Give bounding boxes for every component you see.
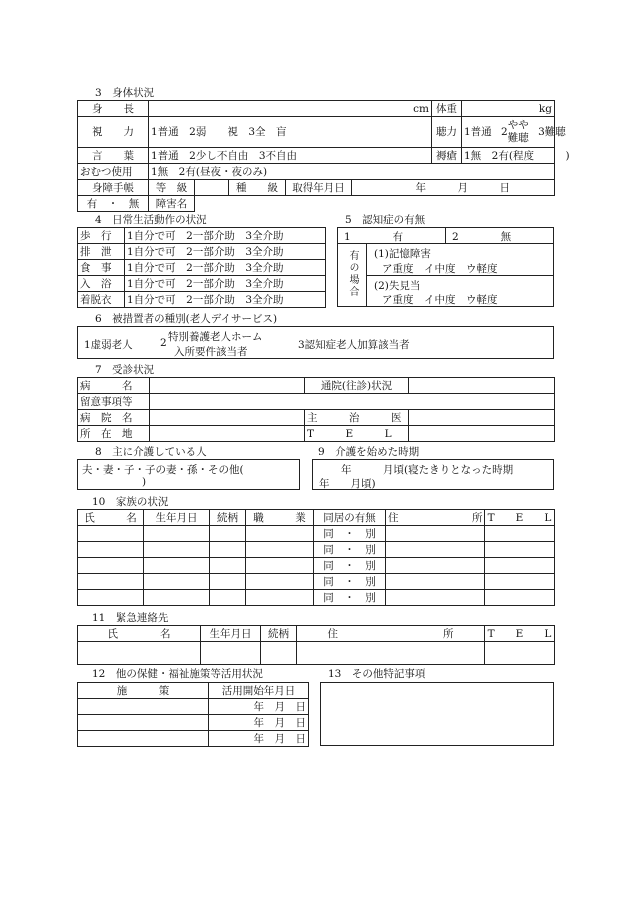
family-name-cell[interactable] bbox=[78, 574, 144, 590]
family-tel-cell[interactable] bbox=[485, 526, 555, 542]
family-name-cell[interactable] bbox=[78, 526, 144, 542]
vision-label: 視 力 bbox=[78, 117, 149, 148]
table-row bbox=[78, 699, 309, 715]
caregiver-options[interactable]: 夫・妻・子・子の妻・孫・その他( bbox=[82, 464, 244, 476]
acquired-label: 取得年月日 bbox=[286, 180, 352, 196]
family-col-name: 氏 名 bbox=[78, 510, 144, 526]
family-cohabit-cell[interactable]: 同 ・ 別 bbox=[314, 542, 386, 558]
speech-label: 言 葉 bbox=[78, 148, 149, 164]
family-cohabit-cell[interactable]: 同 ・ 別 bbox=[314, 558, 386, 574]
weight-unit: kg bbox=[538, 102, 552, 115]
section-7-heading: 7 受診状況 bbox=[95, 364, 155, 376]
disability-name-field[interactable] bbox=[195, 196, 555, 212]
section-12-heading: 12 他の保健・福祉施策等活用状況 bbox=[92, 668, 263, 680]
presence-label[interactable]: 有 ・ 無 bbox=[78, 196, 149, 212]
family-address-cell[interactable] bbox=[386, 558, 485, 574]
hearing-options[interactable] bbox=[462, 117, 566, 148]
acquired-date[interactable]: 年 月 日 bbox=[352, 180, 555, 196]
hearing-opt1: 1普通 bbox=[464, 126, 492, 138]
family-tel-cell[interactable] bbox=[485, 590, 555, 606]
grade-label: 等 級 bbox=[149, 180, 195, 196]
emergency-table bbox=[77, 625, 555, 665]
adl-label: 入 浴 bbox=[78, 276, 125, 292]
bedsore-options[interactable]: 1無 2有(程度 ) bbox=[462, 148, 555, 164]
emergency-address-cell[interactable] bbox=[297, 642, 485, 665]
other-notes-box[interactable] bbox=[320, 682, 554, 746]
memory-levels[interactable]: ア重度 イ中度 ウ軽度 bbox=[382, 263, 498, 275]
family-birth-cell[interactable] bbox=[144, 558, 210, 574]
family-relation-cell[interactable] bbox=[210, 542, 246, 558]
notes-field[interactable] bbox=[150, 394, 555, 410]
family-job-cell[interactable] bbox=[246, 526, 314, 542]
adl-row bbox=[78, 244, 326, 260]
adl-label: 歩 行 bbox=[78, 228, 125, 244]
vision-options[interactable]: 1普通 2弱 視 3全 盲 bbox=[149, 117, 432, 148]
hospital-label: 病 院 名 bbox=[78, 410, 150, 426]
diaper-label: おむつ使用 bbox=[78, 164, 149, 180]
diaper-options[interactable]: 1無 2有(昼夜・夜のみ) bbox=[149, 164, 555, 180]
family-name-cell[interactable] bbox=[78, 558, 144, 574]
placement-opt2-num[interactable]: 2 bbox=[160, 337, 167, 349]
doctor-label: 主 治 医 bbox=[305, 410, 409, 426]
adl-label: 排 泄 bbox=[78, 244, 125, 260]
physical-status-table bbox=[77, 100, 570, 180]
weight-label: 体重 bbox=[432, 101, 462, 117]
height-field[interactable] bbox=[149, 101, 432, 117]
services-date-cell[interactable]: 年 月 日 bbox=[209, 699, 309, 715]
family-job-cell[interactable] bbox=[246, 542, 314, 558]
family-col-birth: 生年月日 bbox=[144, 510, 210, 526]
adl-row bbox=[78, 276, 326, 292]
disability-name-label: 障害名 bbox=[149, 196, 195, 212]
address-label: 所 在 地 bbox=[78, 426, 150, 442]
disease-label: 病 名 bbox=[78, 378, 150, 394]
placement-opt2-b[interactable]: 入所要件該当者 bbox=[174, 346, 248, 358]
adl-options[interactable]: 1自分で可 2一部介助 3全介助 bbox=[125, 292, 326, 308]
hospital-field[interactable] bbox=[150, 410, 305, 426]
family-relation-cell[interactable] bbox=[210, 558, 246, 574]
family-job-cell[interactable] bbox=[246, 558, 314, 574]
family-tel-cell[interactable] bbox=[485, 574, 555, 590]
services-col-measure: 施 策 bbox=[78, 683, 209, 699]
family-cohabit-cell[interactable]: 同 ・ 別 bbox=[314, 590, 386, 606]
table-row bbox=[78, 558, 555, 574]
disease-field[interactable] bbox=[150, 378, 305, 394]
services-header-row bbox=[78, 683, 309, 699]
dementia-opt-no[interactable]: 2 無 bbox=[452, 231, 512, 243]
emergency-name-cell[interactable] bbox=[78, 642, 201, 665]
hearing-opt2-b: 難聴 bbox=[507, 132, 529, 144]
family-tel-cell[interactable] bbox=[485, 542, 555, 558]
bedsore-label: 褥瘡 bbox=[432, 148, 462, 164]
services-date-cell[interactable]: 年 月 日 bbox=[209, 715, 309, 731]
section-3-heading: 3 身体状況 bbox=[95, 87, 155, 99]
notes-label: 留意事項等 bbox=[78, 394, 150, 410]
emergency-birth-cell[interactable] bbox=[201, 642, 261, 665]
dementia-case-label: 有の場合 bbox=[347, 250, 358, 298]
family-col-cohabit: 同居の有無 bbox=[314, 510, 386, 526]
adl-row bbox=[78, 292, 326, 308]
family-col-job: 職 業 bbox=[246, 510, 314, 526]
family-birth-cell[interactable] bbox=[144, 574, 210, 590]
table-row bbox=[78, 574, 555, 590]
memory-label: (1)記憶障害 bbox=[374, 248, 431, 260]
adl-options[interactable]: 1自分で可 2一部介助 3全介助 bbox=[125, 244, 326, 260]
disorient-levels[interactable]: ア重度 イ中度 ウ軽度 bbox=[382, 294, 498, 306]
tel-label: T E L bbox=[305, 426, 409, 442]
emergency-col-birth: 生年月日 bbox=[201, 626, 261, 642]
family-address-cell[interactable] bbox=[386, 574, 485, 590]
family-cohabit-cell[interactable]: 同 ・ 別 bbox=[314, 526, 386, 542]
family-name-cell[interactable] bbox=[78, 590, 144, 606]
visit-field[interactable] bbox=[409, 378, 555, 394]
services-measure-cell[interactable] bbox=[78, 731, 209, 747]
adl-row bbox=[78, 228, 326, 244]
disorient-label: (2)失見当 bbox=[374, 280, 421, 292]
weight-field[interactable] bbox=[462, 101, 555, 117]
care-start-line1[interactable]: 年 月頃(寝たきりとなった時期 bbox=[341, 464, 514, 476]
services-col-start: 活用開始年月日 bbox=[209, 683, 309, 699]
height-unit: cm bbox=[413, 102, 429, 115]
dementia-opt-yes[interactable]: 1 有 bbox=[344, 231, 404, 243]
family-name-cell[interactable] bbox=[78, 542, 144, 558]
family-address-cell[interactable] bbox=[386, 590, 485, 606]
table-row bbox=[78, 731, 309, 747]
table-row bbox=[78, 642, 555, 665]
section-9-heading: 9 介護を始めた時期 bbox=[318, 446, 420, 458]
dementia-presence-row bbox=[338, 228, 553, 244]
emergency-col-address: 住 所 bbox=[297, 626, 485, 642]
family-col-address: 住 所 bbox=[386, 510, 485, 526]
family-col-relation: 続柄 bbox=[210, 510, 246, 526]
adl-options[interactable]: 1自分で可 2一部介助 3全介助 bbox=[125, 276, 326, 292]
section-8-heading: 8 主に介護している人 bbox=[95, 446, 207, 458]
section-5-heading: 5 認知症の有無 bbox=[345, 214, 426, 226]
caregiver-close: ) bbox=[142, 476, 147, 488]
services-measure-cell[interactable] bbox=[78, 715, 209, 731]
adl-table bbox=[77, 227, 326, 308]
height-label: 身 長 bbox=[78, 101, 149, 117]
services-date-cell[interactable]: 年 月 日 bbox=[209, 731, 309, 747]
care-start-box bbox=[312, 459, 554, 490]
family-job-cell[interactable] bbox=[246, 590, 314, 606]
family-address-cell[interactable] bbox=[386, 526, 485, 542]
doctor-field[interactable] bbox=[409, 410, 555, 426]
adl-options[interactable]: 1自分で可 2一部介助 3全介助 bbox=[125, 260, 326, 276]
section-10-heading: 10 家族の状況 bbox=[92, 496, 169, 508]
hearing-opt2-text bbox=[508, 119, 529, 145]
hearing-label: 聴力 bbox=[432, 117, 462, 148]
emergency-relation-cell[interactable] bbox=[261, 642, 297, 665]
address-field[interactable] bbox=[150, 426, 305, 442]
care-start-line2[interactable]: 年 月頃) bbox=[319, 478, 376, 490]
family-job-cell[interactable] bbox=[246, 574, 314, 590]
family-tel-cell[interactable] bbox=[485, 558, 555, 574]
family-col-tel: T E L bbox=[485, 510, 555, 526]
handbook-label: 身障手帳 bbox=[78, 180, 149, 196]
family-header-row bbox=[78, 510, 555, 526]
family-birth-cell[interactable] bbox=[144, 542, 210, 558]
visit-label: 通院(往診)状況 bbox=[305, 378, 409, 394]
tel-field[interactable] bbox=[409, 426, 555, 442]
speech-options[interactable]: 1普通 2少し不自由 3不自由 bbox=[149, 148, 432, 164]
hearing-opt3: 3難聴 bbox=[538, 126, 566, 138]
emergency-tel-cell[interactable] bbox=[485, 642, 555, 665]
table-row bbox=[78, 542, 555, 558]
emergency-header-row bbox=[78, 626, 555, 642]
placement-opt2-a[interactable]: 特別養護老人ホーム bbox=[168, 331, 263, 343]
hearing-opt2 bbox=[501, 125, 508, 139]
section-6-heading: 6 被措置者の種別(老人デイサービス) bbox=[95, 313, 278, 325]
placement-opt3[interactable]: 3認知症老人加算該当者 bbox=[298, 339, 410, 351]
placement-type-box bbox=[77, 326, 554, 359]
family-birth-cell[interactable] bbox=[144, 526, 210, 542]
table-row bbox=[78, 715, 309, 731]
disability-table bbox=[77, 179, 555, 212]
services-table bbox=[77, 682, 309, 747]
family-address-cell[interactable] bbox=[386, 542, 485, 558]
adl-label: 食 事 bbox=[78, 260, 125, 276]
services-measure-cell[interactable] bbox=[78, 699, 209, 715]
hearing-opt2-num: 2 bbox=[501, 126, 508, 138]
adl-row bbox=[78, 260, 326, 276]
type-label: 種 級 bbox=[229, 180, 286, 196]
dementia-box bbox=[337, 227, 554, 307]
family-relation-cell[interactable] bbox=[210, 590, 246, 606]
section-4-heading: 4 日常生活動作の状況 bbox=[95, 214, 207, 226]
section-13-heading: 13 その他特記事項 bbox=[328, 668, 426, 680]
dementia-divider bbox=[445, 228, 446, 243]
medical-table bbox=[77, 377, 555, 442]
table-row bbox=[78, 590, 555, 606]
family-relation-cell[interactable] bbox=[210, 574, 246, 590]
family-table bbox=[77, 509, 555, 606]
section-11-heading: 11 緊急連絡先 bbox=[92, 612, 169, 624]
adl-label: 着脱衣 bbox=[78, 292, 125, 308]
family-relation-cell[interactable] bbox=[210, 526, 246, 542]
placement-opt1[interactable]: 1虚弱老人 bbox=[84, 339, 133, 351]
adl-options[interactable]: 1自分で可 2一部介助 3全介助 bbox=[125, 228, 326, 244]
family-birth-cell[interactable] bbox=[144, 590, 210, 606]
family-cohabit-cell[interactable]: 同 ・ 別 bbox=[314, 574, 386, 590]
grade-field[interactable] bbox=[195, 180, 229, 196]
emergency-col-name: 氏 名 bbox=[78, 626, 201, 642]
caregiver-box bbox=[77, 459, 300, 490]
dementia-hline bbox=[367, 275, 553, 276]
emergency-col-tel: T E L bbox=[485, 626, 555, 642]
table-row bbox=[78, 526, 555, 542]
hearing-opt2-a: やや bbox=[507, 119, 529, 131]
emergency-col-relation: 続柄 bbox=[261, 626, 297, 642]
